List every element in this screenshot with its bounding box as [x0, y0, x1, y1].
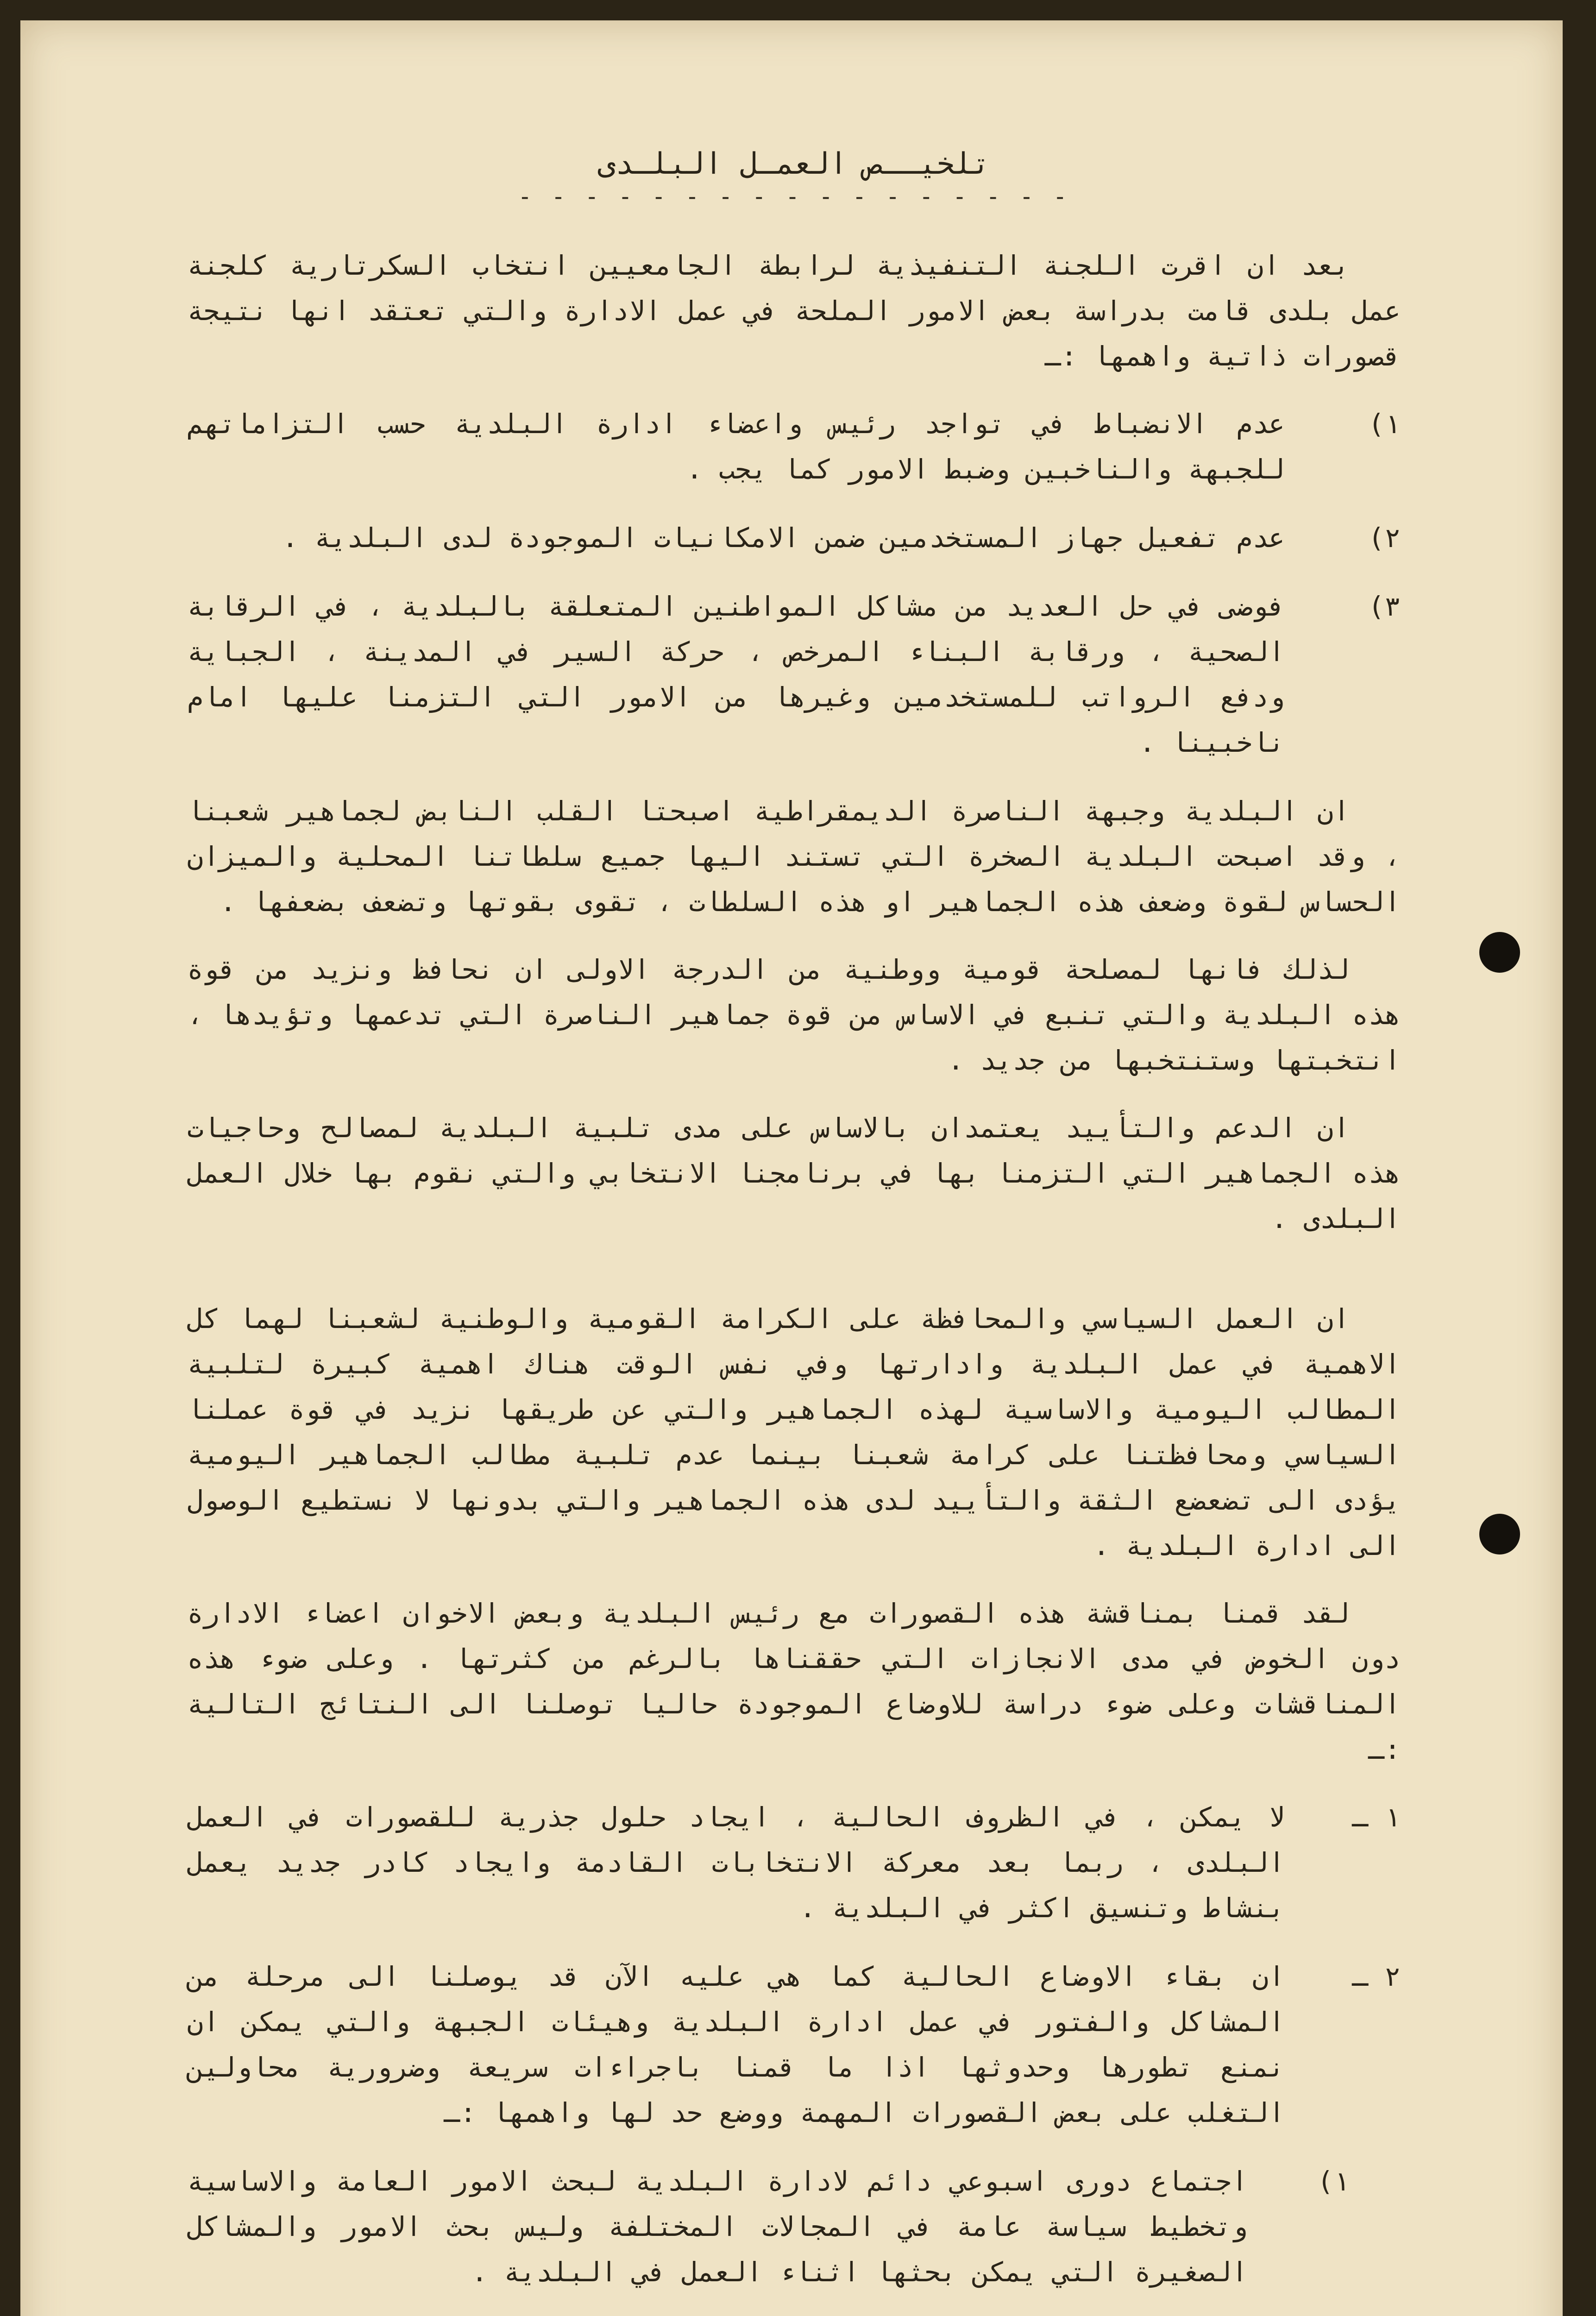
spacer	[187, 1264, 1401, 1296]
body-paragraph: ان البلدية وجبهة الناصرة الديمقراطية اصبحتا القلب النابض لجماهير شعبنا ، وقد اصبحت البلدية الصخرة التي تستند اليها جميع سلطاتنا المحلية والميزان الحساس لقوة وضعف هذه الجماهير او هذه السلطات ، تقوى بقوتها وتضعف بضعفها .	[187, 795, 1401, 918]
issue-item	[187, 515, 1401, 560]
item-number: ٣)	[1368, 591, 1401, 622]
item-number: ١)	[1317, 2165, 1350, 2197]
title-underline: - - - - - - - - - - - - - - - - -	[518, 183, 1070, 210]
conclusion-item	[187, 1794, 1401, 1931]
item-text: عدم تفعيل جهاز المستخدمين ضمن الامكانيات الموجودة لدى البلدية .	[282, 522, 1285, 554]
punch-hole	[1479, 932, 1520, 973]
document-title: تلخيــص العمـل البلـدى	[597, 147, 990, 181]
item-text: اجتماع دورى اسبوعي دائم لادارة البلدية لبحث الامور العامة والاساسية وتخطيط سياسة عامة في المجالات المختلفة وليس بحث الامور والمشاكل الصغيرة التي يمكن بحثها اثناء العمل في البلدية .	[187, 2165, 1248, 2288]
body-paragraph: لذلك فانها لمصلحة قومية ووطنية من الدرجة الاولى ان نحافظ ونزيد من قوة هذه البلدية والتي تنبع في الاساس من قوة جماهير الناصرة التي تدعمها وتؤيدها ، انتخبتها وستنتخبها من جديد .	[187, 954, 1401, 1076]
item-text: لا يمكن ، في الظروف الحالية ، ايجاد حلول جذرية للقصورات في العمل البلدى ، ربما بعد معركة الانتخابات القادمة وايجاد كادر جديد يعمل بنشاط وتنسيق اكثر في البلدية .	[187, 1801, 1285, 1924]
document-body	[187, 141, 1401, 2316]
issue-item	[187, 401, 1401, 492]
paper-sheet	[20, 20, 1563, 2316]
item-text: ان بقاء الاوضاع الحالية كما هي عليه الآن قد يوصلنا الى مرحلة من المشاكل والفتور في عمل ادارة البلدية وهيئات الجبهة والتي يمكن ان نمنع تطورها وحدوثها اذا ما قمنا باجراءات سريعة وضرورية محاولين التغلب على بعض القصورات المهمة ووضع حد لها واهمها :ـ	[187, 1961, 1285, 2128]
conclusion-item	[187, 1954, 1401, 2135]
punch-hole	[1479, 1514, 1520, 1554]
issue-item	[187, 584, 1401, 765]
measure-item	[187, 2159, 1401, 2295]
item-number: ٢)	[1368, 522, 1401, 554]
body-paragraph: ان العمل السياسي والمحافظة على الكرامة القومية والوطنية لشعبنا لهما كل الاهمية في عمل البلدية وادارتها وفي نفس الوقت هناك اهمية كبيرة لتلبية المطالب اليومية والاساسية لهذه الجماهير والتي عن طريقها نزيد في قوة عملنا السياسي ومحافظتنا على كرامة شعبنا بينما عدم تلبية مطالب الجماهير اليومية يؤدى الى تضعضع الثقة والتأييد لدى هذه الجماهير والتي بدونها لا نستطيع الوصول الى ادارة البلدية .	[187, 1303, 1401, 1561]
item-text: عدم الانضباط في تواجد رئيس واعضاء ادارة البلدية حسب التزاماتهم للجبهة والناخبين وضبط الامور كما يجب .	[187, 408, 1285, 485]
body-paragraph: لقد قمنا بمناقشة هذه القصورات مع رئيس البلدية وبعض الاخوان اعضاء الادارة دون الخوض في مدى الانجازات التي حققناها بالرغم من كثرتها . وعلى ضوء هذه المناقشات وعلى ضوء دراسة للاوضاع الموجودة حاليا توصلنا الى النتائج التالية :ـ	[187, 1598, 1401, 1765]
item-number: ١ ـ	[1352, 1801, 1401, 1833]
body-paragraph: ان الدعم والتأييد يعتمدان بالاساس على مدى تلبية البلدية لمصالح وحاجيات هذه الجماهير التي التزمنا بها في برنامجنا الانتخابي والتي نقوم بها خلال العمل البلدى .	[187, 1112, 1401, 1234]
item-text: فوضى في حل العديد من مشاكل المواطنين المتعلقة بالبلدية ، في الرقابة الصحية ، ورقابة البناء المرخص ، حركة السير في المدينة ، الجباية ودفع الرواتب للمستخدمين وغيرها من الامور التي التزمنا عليها امام ناخبينا .	[187, 591, 1285, 758]
item-number: ١)	[1368, 408, 1401, 440]
item-number: ٢ ـ	[1352, 1961, 1401, 1992]
intro-paragraph: بعد ان اقرت اللجنة التنفيذية لرابطة الجامعيين انتخاب السكرتارية كلجنة عمل بلدى قامت بدراسة بعض الامور الملحة في عمل الادارة والتي تعتقد انها نتيجة قصورات ذاتية واهمها :ـ	[187, 250, 1401, 372]
